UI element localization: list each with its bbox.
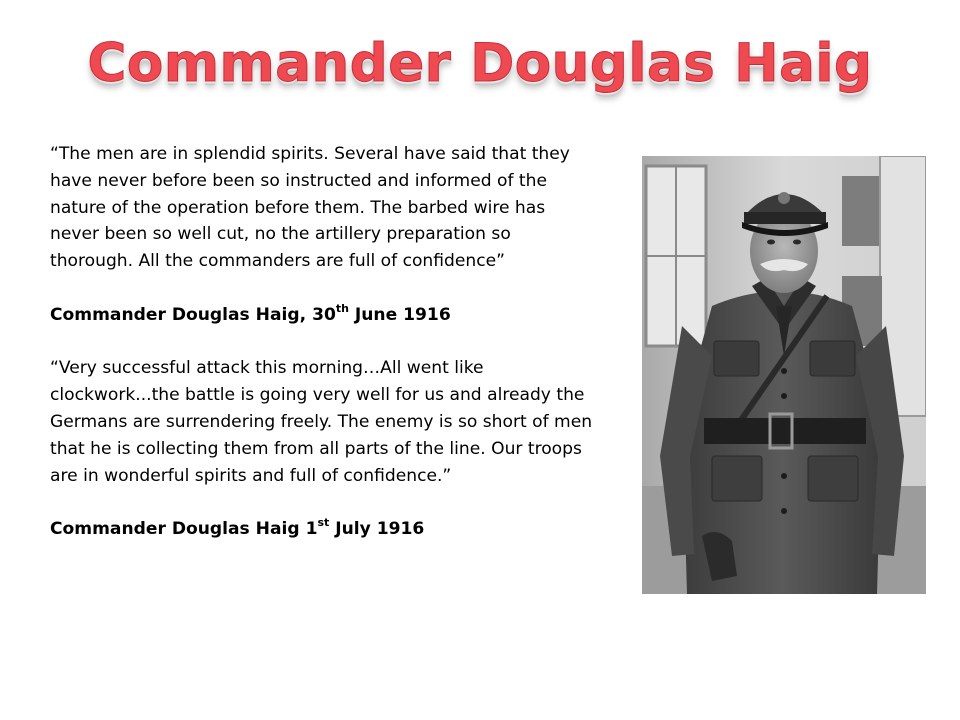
slide-title: Commander Douglas Haig (87, 33, 873, 94)
belt (704, 418, 866, 444)
quote-column (50, 141, 595, 543)
cap-badge (778, 192, 790, 204)
portrait-illustration (642, 156, 926, 594)
spacer (50, 329, 595, 356)
cap-band (744, 212, 826, 224)
attribution-1-suffix: th (335, 302, 349, 316)
spacer (50, 275, 595, 302)
chest-pocket-left (714, 341, 759, 376)
attribution-1-main: Commander Douglas Haig, 30 (50, 304, 336, 325)
portrait-photo (642, 156, 926, 594)
quote-2: “Very successful attack this morning…All went like clockwork...the battle is going very well for us and already the Germans are surrendering freely. The enemy is so short of men that he is collecting them from all parts of the line. Our troops are in wonderful spirits and full of confidence.” (50, 358, 593, 486)
attribution-2-main: Commander Douglas Haig 1 (50, 519, 318, 540)
quote-1: “The men are in splendid spirits. Several have said that they have never before been so instructed and informed of the nature of the operation before them. The barbed wire has never been so well cut, no the artillery preparation so thorough. All the commanders are full of confidence” (50, 144, 570, 272)
attribution-1-date: June 1916 (348, 304, 451, 325)
attribution-2-suffix: st (317, 516, 330, 530)
attribution-2-date: July 1916 (329, 519, 425, 540)
brick-panel (842, 176, 882, 246)
spacer (50, 489, 595, 516)
attribution-1 (50, 302, 595, 329)
attribution-2 (50, 516, 595, 543)
chest-pocket-right (810, 341, 855, 376)
